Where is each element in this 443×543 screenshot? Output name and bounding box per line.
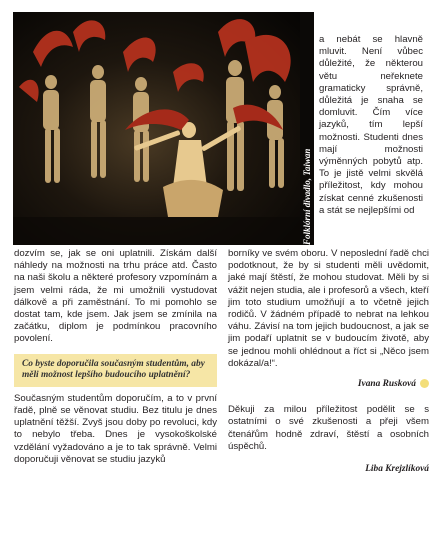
right-paragraph-2: Děkuji za milou příležitost podělit se s ostatními o své zkušenosti a přeji všem čtenářům hodně zdraví, štěstí a osobních úspěchů. xyxy=(228,404,429,452)
signature-liba: Liba Krejzlíková xyxy=(365,464,429,475)
right-column xyxy=(228,248,429,475)
top-right-column xyxy=(319,34,423,217)
interview-question: Co byste doporučila současným studentům, aby měli možnost lepšího budoucího uplatnění? xyxy=(14,354,217,387)
signature-ivana xyxy=(228,378,429,390)
top-right-paragraph: a nebát se hlavně mluvit. Není vůbec důležité, že některou větu neřeknete gramaticky správně, důležitá je snaha se domluvit. Čím více jazyků, tím lepší možnosti. Studenti dnes mají možnosti výměnných pobytů atp. To je jistě velmi skvělá příležitost, kdy mohou získat cenné zkušenosti a stát se nejlepšími od xyxy=(319,34,423,216)
photo-caption: Folklórní divadlo, Taiwan xyxy=(300,12,314,245)
dance-photo xyxy=(13,12,301,245)
dancers-illustration xyxy=(13,12,301,245)
left-column xyxy=(14,248,217,466)
left-paragraph-1: dozvím se, jak se oni uplatnili. Získám další náhledy na možnosti na trhu práce atd. Často na naši školu a některé profesory vzpomínám a jsem velmi ráda, že mi umožnili vystudovat dálkově a při zaměstnání. To mi pomohlo se dostat tam, kde jsem. Jak jsem se zmínila na začátku, diplom je podmínkou pracovního povolení. xyxy=(14,248,217,345)
left-paragraph-2: Současným studentům doporučím, a to v první řadě, plně se věnovat studiu. Bez titulu je dnes uplatnění těžší. Zvyš jsou doby po revoluci, kdy to nebylo třeba. Dnes je vysokoškolské vzdělání vyžadováno a je to tak správně. Velmi doporučuji věnovat se studiu jazyků xyxy=(14,392,217,465)
signature-ivana-text: Ivana Rusková xyxy=(357,379,416,390)
right-paragraph-1: borníky ve svém oboru. V neposlední řadě chci podotknout, že by si studenti měli uvědomit, jaké mají štěstí, že mohou studovat. Měli by si vážit nejen studia, ale i profesorů a všech, kteří jim toto studium umožňují a to včetně jejich rodičů. V žádném případě to nebrat na lehkou váhu. Závisí na tom jejich budoucnost, a jak se jim podaří uplatnit se v budoucím životě, aby se jednou mohli ohlédnout a říct si „Něco jsem dokázal/a!“. xyxy=(228,248,429,369)
end-dot-icon xyxy=(420,379,429,388)
